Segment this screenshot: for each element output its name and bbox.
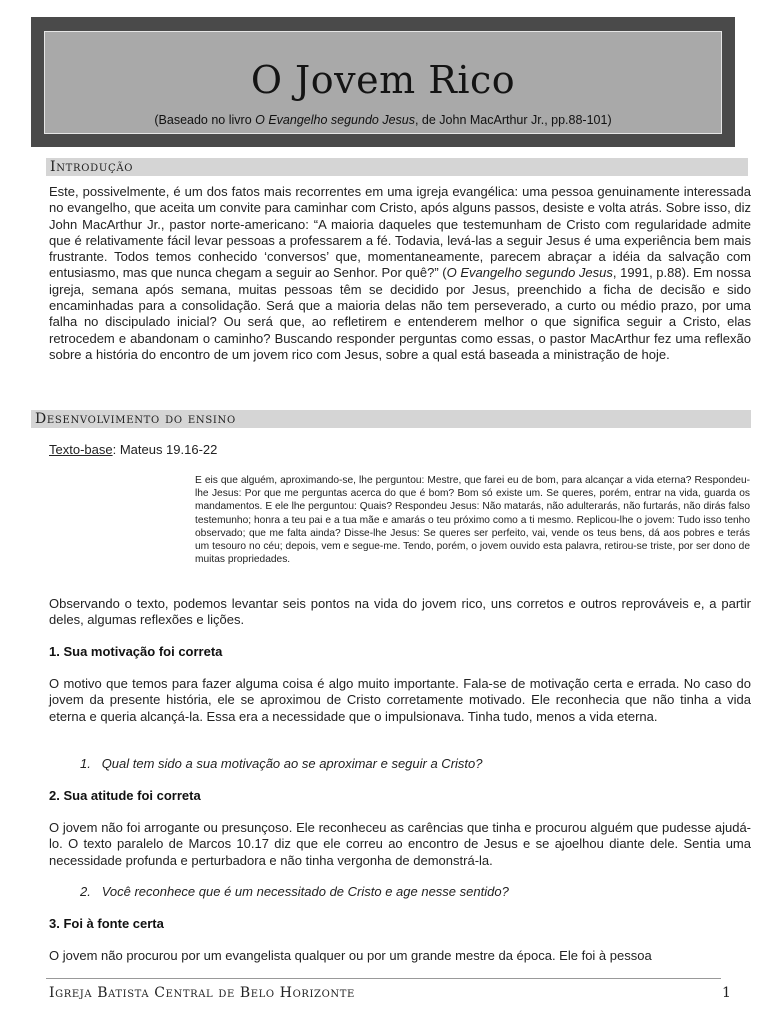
- point-1-text: O motivo que temos para fazer alguma coisa é algo muito importante. Fala-se de motivação certa e errada. No caso do jovem da presente história, ele se aproximou de Cristo corretamente motivado. Ele reconhecia que não tinha a vida eterna e queria alcançá-la. Essa era a necessidade que o impulsionava. Tinha tudo, menos a vida eterna.: [49, 676, 751, 724]
- point-1-heading: 1. Sua motivação foi correta: [49, 644, 223, 659]
- point-3-text: O jovem não procurou por um evangelista qualquer ou por um grande mestre da época. Ele foi à pessoa: [49, 948, 652, 963]
- footer-church-name: Igreja Batista Central de Belo Horizonte: [49, 985, 355, 1001]
- observation-paragraph: Observando o texto, podemos levantar seis pontos na vida do jovem rico, uns corretos e outros reprováveis e, a partir deles, algumas reflexões e lições.: [49, 596, 751, 628]
- point-3-heading: 3. Foi à fonte certa: [49, 916, 164, 931]
- page-subtitle: (Baseado no livro O Evangelho segundo Jesus, de John MacArthur Jr., pp.88-101): [154, 113, 612, 127]
- intro-paragraph: Este, possivelmente, é um dos fatos mais recorrentes em uma igreja evangélica: uma pessoa genuinamente interessada no evangelho, que aceita um convite para caminhar com Cristo, após alguns passos, desiste e volta atrás. Sobre isso, diz John MacArthur Jr., pastor norte-americano: “A maioria daqueles que testemunham de Cristo com regularidade admite que é relativamente fácil levar pessoas a professarem a fé. Todavia, levá-las a seguir Jesus é uma experiência bem mais frustrante. Todos temos conhecido ‘conversos’ que, momentaneamente, parecem abraçar a idéia da salvação com entusiasmo, mas que nunca chegam a seguir ao Senhor. Por quê?” (O Evangelho segundo Jesus, 1991, p.88). Em nossa igreja, semana após semana, muitas pessoas têm se decidido por Jesus, preenchido a ficha de decisão e sido encaminhadas para a consolidação. Será que a maioria delas não tem perseverado, a curto ou médio prazo, por uma falha no discipulado inicial? Ou será que, ao refletirem e entenderem melhor o que significa seguir a Cristo, elas retrocedem e abandonam o caminho? Buscando responder perguntas como essas, o pastor MacArthur fez uma reflexão sobre a história do encontro de um jovem rico com Jesus, sobre a qual está baseada a ministração de hoje.: [49, 184, 751, 362]
- section-heading-development: Desenvolvimento do ensino: [31, 410, 751, 428]
- reflection-question-2: 2. Você reconhece que é um necessitado de Cristo e age nesse sentido?: [80, 884, 509, 899]
- reflection-question-1: 1. Qual tem sido a sua motivação ao se aproximar e seguir a Cristo?: [80, 756, 483, 771]
- point-2-heading: 2. Sua atitude foi correta: [49, 788, 201, 803]
- page-number: 1: [722, 985, 731, 1001]
- point-2-text: O jovem não foi arrogante ou presunçoso. Ele reconheceu as carências que tinha e procurou alguém que pudesse ajudá-lo. O texto paralelo de Marcos 10.17 diz que ele correu ao encontro de Jesus e se ajoelhou diante dele. Sentia uma necessidade profunda e perturbadora e não tinha vergonha de demonstrá-la.: [49, 820, 751, 868]
- header-panel: [44, 31, 722, 134]
- footer-divider: [46, 978, 721, 979]
- scripture-quote: E eis que alguém, aproximando-se, lhe perguntou: Mestre, que farei eu de bom, para alcançar a vida eterna? Respondeu-lhe Jesus: Por que me perguntas acerca do que é bom? Bom só existe um. Se queres, porém, entrar na vida, guarda os mandamentos. E ele lhe perguntou: Quais? Respondeu Jesus: Não matarás, não adulterarás, não furtarás, não dirás falso testemunho; honra a teu pai e a tua mãe e amarás o teu próximo como a ti mesmo. Replicou-lhe o jovem: Tudo isso tenho observado; que me falta ainda? Disse-lhe Jesus: Se queres ser perfeito, vai, vende os teus bens, dá aos pobres e terás um tesouro no céu; depois, vem e segue-me. Tendo, porém, o jovem ouvido esta palavra, retirou-se triste, por ser dono de muitas propriedades.: [195, 475, 750, 566]
- page-title: O Jovem Rico: [250, 58, 516, 102]
- texto-base: Texto-base: Mateus 19.16-22: [49, 442, 218, 457]
- section-heading-intro: Introdução: [46, 158, 748, 176]
